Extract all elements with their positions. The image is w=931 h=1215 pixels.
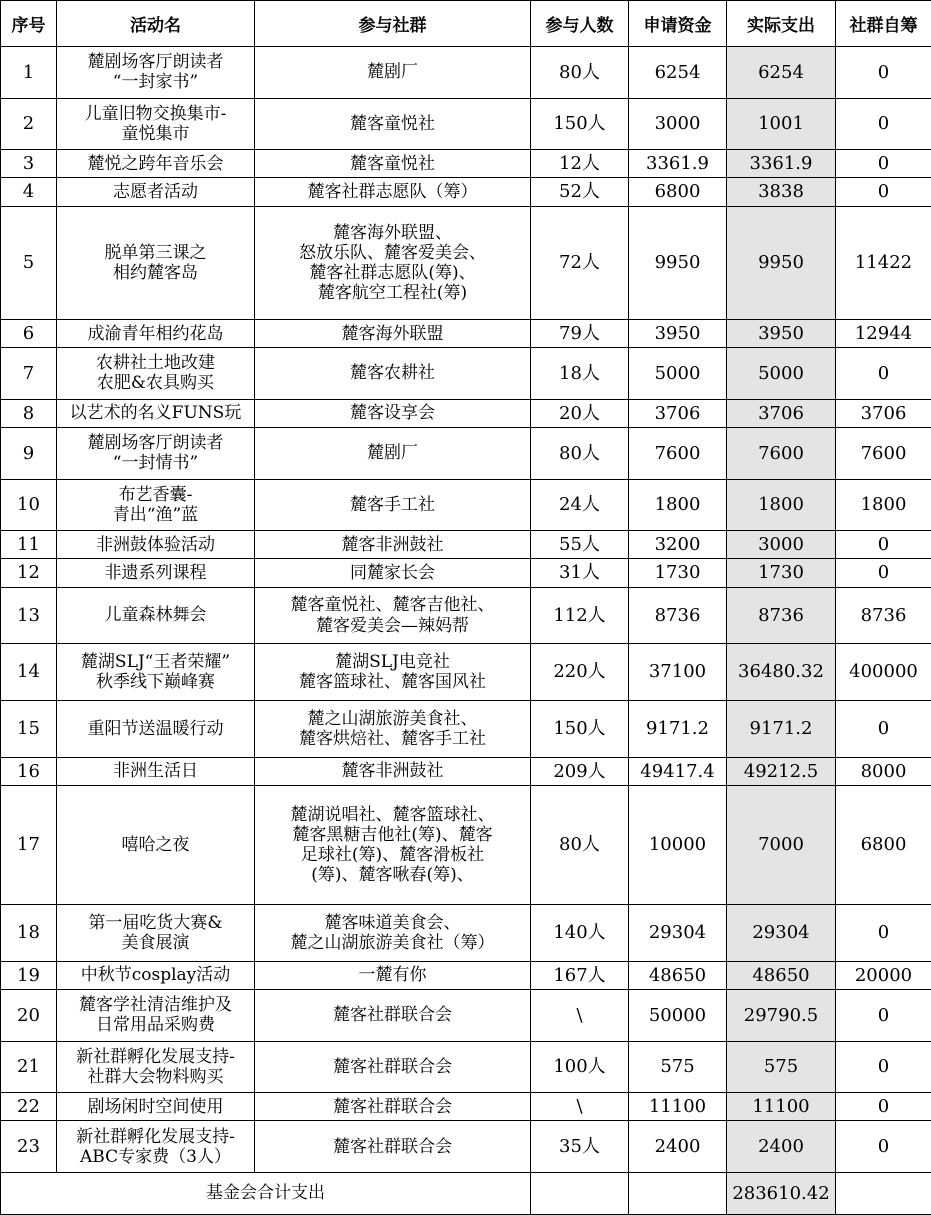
cell-self-funded: 7600: [836, 428, 931, 480]
cell-no: 8: [1, 399, 57, 427]
cell-actual: 48650: [727, 961, 836, 989]
cell-people: 167人: [531, 961, 629, 989]
cell-requested: 3950: [629, 319, 727, 347]
cell-people: \: [531, 989, 629, 1041]
cell-no: 17: [1, 785, 57, 904]
cell-groups: 麓剧厂: [255, 47, 531, 99]
cell-self-funded: 6800: [836, 785, 931, 904]
table-row: [1, 961, 931, 989]
cell-groups: 麓客设享会: [255, 399, 531, 427]
cell-actual: 575: [727, 1041, 836, 1093]
cell-self-funded: 20000: [836, 961, 931, 989]
cell-groups: 麓客社群联合会: [255, 989, 531, 1041]
header-people: 参与人数: [531, 1, 629, 47]
cell-activity: 麓剧场客厅朗读者 “一封情书”: [57, 428, 255, 480]
cell-people: 80人: [531, 47, 629, 99]
cell-self-funded: 0: [836, 905, 931, 962]
cell-self-funded: 0: [836, 1093, 931, 1121]
cell-people: 79人: [531, 319, 629, 347]
cell-no: 11: [1, 531, 57, 559]
cell-groups: 麓客农耕社: [255, 348, 531, 400]
cell-no: 1: [1, 47, 57, 99]
cell-people: \: [531, 1093, 629, 1121]
cell-no: 22: [1, 1093, 57, 1121]
cell-groups: 麓客童悦社、麓客吉他社、 麓客爱美会—辣妈帮: [255, 587, 531, 644]
cell-self-funded: 400000: [836, 644, 931, 701]
cell-requested: 9950: [629, 206, 727, 319]
table-row: [1, 479, 931, 531]
cell-requested: 11100: [629, 1093, 727, 1121]
header-requested: 申请资金: [629, 1, 727, 47]
cell-requested: 3361.9: [629, 150, 727, 178]
cell-people: 52人: [531, 178, 629, 206]
cell-people: 20人: [531, 399, 629, 427]
cell-requested: 5000: [629, 348, 727, 400]
cell-requested: 37100: [629, 644, 727, 701]
cell-no: 2: [1, 98, 57, 150]
cell-groups: 麓客社群联合会: [255, 1041, 531, 1093]
cell-no: 9: [1, 428, 57, 480]
total-actual: 283610.42: [727, 1173, 836, 1215]
cell-actual: 29304: [727, 905, 836, 962]
cell-groups: 麓之山湖旅游美食社、 麓客烘焙社、麓客手工社: [255, 700, 531, 757]
cell-people: 150人: [531, 98, 629, 150]
table-row: [1, 559, 931, 587]
cell-groups: 麓湖说唱社、麓客篮球社、 麓客黑糖吉他社(筹)、麓客 足球社(筹)、麓客滑板社 (筹)、麓客啾舂(筹)、: [255, 785, 531, 904]
cell-groups: 麓客手工社: [255, 479, 531, 531]
cell-activity: 麓客学社清洁维护及 日常用品采购费: [57, 989, 255, 1041]
cell-people: 220人: [531, 644, 629, 701]
cell-requested: 50000: [629, 989, 727, 1041]
cell-no: 16: [1, 757, 57, 785]
cell-actual: 1730: [727, 559, 836, 587]
cell-activity: 布艺香囊- 青出“渔”蓝: [57, 479, 255, 531]
cell-no: 4: [1, 178, 57, 206]
cell-actual: 8736: [727, 587, 836, 644]
cell-requested: 1730: [629, 559, 727, 587]
header-no: 序号: [1, 1, 57, 47]
table-row: [1, 178, 931, 206]
cell-actual: 6254: [727, 47, 836, 99]
table-row: [1, 989, 931, 1041]
cell-actual: 9950: [727, 206, 836, 319]
cell-actual: 36480.32: [727, 644, 836, 701]
cell-people: 18人: [531, 348, 629, 400]
cell-no: 7: [1, 348, 57, 400]
cell-no: 14: [1, 644, 57, 701]
table-row: [1, 348, 931, 400]
table-row: [1, 150, 931, 178]
cell-people: 100人: [531, 1041, 629, 1093]
table-row: [1, 905, 931, 962]
cell-self-funded: 8000: [836, 757, 931, 785]
total-label: 基金会合计支出: [1, 1173, 531, 1215]
cell-self-funded: 8736: [836, 587, 931, 644]
cell-people: 12人: [531, 150, 629, 178]
cell-activity: 脱单第三课之 相约麓客岛: [57, 206, 255, 319]
cell-actual: 7000: [727, 785, 836, 904]
cell-self-funded: 0: [836, 1121, 931, 1173]
cell-requested: 8736: [629, 587, 727, 644]
cell-activity: 麓悦之跨年音乐会: [57, 150, 255, 178]
cell-groups: 同麓家长会: [255, 559, 531, 587]
cell-self-funded: 12944: [836, 319, 931, 347]
cell-actual: 5000: [727, 348, 836, 400]
cell-actual: 3361.9: [727, 150, 836, 178]
cell-requested: 3706: [629, 399, 727, 427]
table-row: [1, 1093, 931, 1121]
cell-actual: 3950: [727, 319, 836, 347]
cell-people: 31人: [531, 559, 629, 587]
cell-activity: 麓湖SLJ“王者荣耀” 秋季线下巅峰赛: [57, 644, 255, 701]
cell-requested: 49417.4: [629, 757, 727, 785]
cell-requested: 9171.2: [629, 700, 727, 757]
cell-requested: 1800: [629, 479, 727, 531]
cell-groups: 麓客非洲鼓社: [255, 757, 531, 785]
cell-actual: 7600: [727, 428, 836, 480]
cell-no: 21: [1, 1041, 57, 1093]
cell-people: 80人: [531, 785, 629, 904]
cell-groups: 麓客海外联盟: [255, 319, 531, 347]
total-self-funded: [836, 1173, 931, 1215]
cell-actual: 1800: [727, 479, 836, 531]
cell-people: 112人: [531, 587, 629, 644]
table-row: [1, 47, 931, 99]
cell-no: 5: [1, 206, 57, 319]
total-requested: [629, 1173, 727, 1215]
table-row: [1, 785, 931, 904]
cell-self-funded: 0: [836, 989, 931, 1041]
header-groups: 参与社群: [255, 1, 531, 47]
cell-requested: 575: [629, 1041, 727, 1093]
cell-self-funded: 1800: [836, 479, 931, 531]
header-self-funded: 社群自筹: [836, 1, 931, 47]
cell-activity: 嘻哈之夜: [57, 785, 255, 904]
cell-activity: 非遗系列课程: [57, 559, 255, 587]
cell-self-funded: 0: [836, 700, 931, 757]
table-row: [1, 319, 931, 347]
cell-activity: 重阳节送温暖行动: [57, 700, 255, 757]
cell-actual: 3000: [727, 531, 836, 559]
cell-groups: 麓客味道美食会、 麓之山湖旅游美食社（筹）: [255, 905, 531, 962]
table-row: [1, 1041, 931, 1093]
cell-actual: 29790.5: [727, 989, 836, 1041]
cell-activity: 中秋节cosplay活动: [57, 961, 255, 989]
cell-people: 24人: [531, 479, 629, 531]
cell-groups: 麓客非洲鼓社: [255, 531, 531, 559]
cell-requested: 3000: [629, 98, 727, 150]
cell-requested: 48650: [629, 961, 727, 989]
table-row: [1, 428, 931, 480]
cell-groups: 麓剧厂: [255, 428, 531, 480]
cell-actual: 49212.5: [727, 757, 836, 785]
cell-activity: 新社群孵化发展支持- ABC专家费（3人）: [57, 1121, 255, 1173]
total-people: [531, 1173, 629, 1215]
table-row: [1, 1121, 931, 1173]
header-row: [1, 1, 931, 47]
cell-activity: 非洲生活日: [57, 757, 255, 785]
header-activity: 活动名: [57, 1, 255, 47]
cell-requested: 3200: [629, 531, 727, 559]
cell-no: 6: [1, 319, 57, 347]
cell-no: 10: [1, 479, 57, 531]
cell-requested: 10000: [629, 785, 727, 904]
cell-requested: 6254: [629, 47, 727, 99]
cell-self-funded: 0: [836, 47, 931, 99]
cell-groups: 麓客社群联合会: [255, 1093, 531, 1121]
cell-actual: 3838: [727, 178, 836, 206]
cell-no: 23: [1, 1121, 57, 1173]
cell-people: 150人: [531, 700, 629, 757]
cell-no: 3: [1, 150, 57, 178]
cell-groups: 麓客海外联盟、 怒放乐队、麓客爱美会、 麓客社群志愿队(筹)、 麓客航空工程社(筹): [255, 206, 531, 319]
table-row: [1, 399, 931, 427]
table-row: [1, 206, 931, 319]
cell-no: 18: [1, 905, 57, 962]
cell-people: 209人: [531, 757, 629, 785]
cell-requested: 6800: [629, 178, 727, 206]
cell-people: 35人: [531, 1121, 629, 1173]
cell-people: 55人: [531, 531, 629, 559]
cell-activity: 剧场闲时空间使用: [57, 1093, 255, 1121]
cell-self-funded: 0: [836, 98, 931, 150]
total-row: [1, 1173, 931, 1215]
cell-self-funded: 0: [836, 1041, 931, 1093]
cell-no: 19: [1, 961, 57, 989]
cell-activity: 新社群孵化发展支持- 社群大会物料购买: [57, 1041, 255, 1093]
cell-actual: 3706: [727, 399, 836, 427]
table-row: [1, 700, 931, 757]
cell-self-funded: 0: [836, 178, 931, 206]
cell-actual: 2400: [727, 1121, 836, 1173]
cell-self-funded: 0: [836, 531, 931, 559]
table-row: [1, 757, 931, 785]
table-row: [1, 531, 931, 559]
table-row: [1, 587, 931, 644]
cell-groups: 麓客童悦社: [255, 98, 531, 150]
cell-groups: 麓湖SLJ电竞社 麓客篮球社、麓客国风社: [255, 644, 531, 701]
cell-groups: 麓客社群志愿队（筹）: [255, 178, 531, 206]
cell-activity: 农耕社土地改建 农肥&农具购买: [57, 348, 255, 400]
cell-activity: 麓剧场客厅朗读者 “一封家书”: [57, 47, 255, 99]
cell-no: 15: [1, 700, 57, 757]
cell-activity: 儿童森林舞会: [57, 587, 255, 644]
cell-self-funded: 0: [836, 348, 931, 400]
cell-activity: 儿童旧物交换集市- 童悦集市: [57, 98, 255, 150]
cell-self-funded: 11422: [836, 206, 931, 319]
cell-people: 80人: [531, 428, 629, 480]
cell-actual: 1001: [727, 98, 836, 150]
cell-actual: 9171.2: [727, 700, 836, 757]
table-body: [1, 47, 931, 1173]
cell-groups: 一麓有你: [255, 961, 531, 989]
cell-activity: 成渝青年相约花岛: [57, 319, 255, 347]
cell-activity: 第一届吃货大赛& 美食展演: [57, 905, 255, 962]
cell-groups: 麓客社群联合会: [255, 1121, 531, 1173]
cell-activity: 以艺术的名义FUNS玩: [57, 399, 255, 427]
cell-people: 140人: [531, 905, 629, 962]
cell-activity: 非洲鼓体验活动: [57, 531, 255, 559]
cell-no: 13: [1, 587, 57, 644]
cell-self-funded: 0: [836, 150, 931, 178]
cell-actual: 11100: [727, 1093, 836, 1121]
table-row: [1, 98, 931, 150]
header-actual: 实际支出: [727, 1, 836, 47]
cell-self-funded: 3706: [836, 399, 931, 427]
cell-self-funded: 0: [836, 559, 931, 587]
cell-groups: 麓客童悦社: [255, 150, 531, 178]
cell-requested: 2400: [629, 1121, 727, 1173]
cell-no: 12: [1, 559, 57, 587]
cell-requested: 7600: [629, 428, 727, 480]
cell-activity: 志愿者活动: [57, 178, 255, 206]
cell-no: 20: [1, 989, 57, 1041]
cell-people: 72人: [531, 206, 629, 319]
cell-requested: 29304: [629, 905, 727, 962]
table-row: [1, 644, 931, 701]
